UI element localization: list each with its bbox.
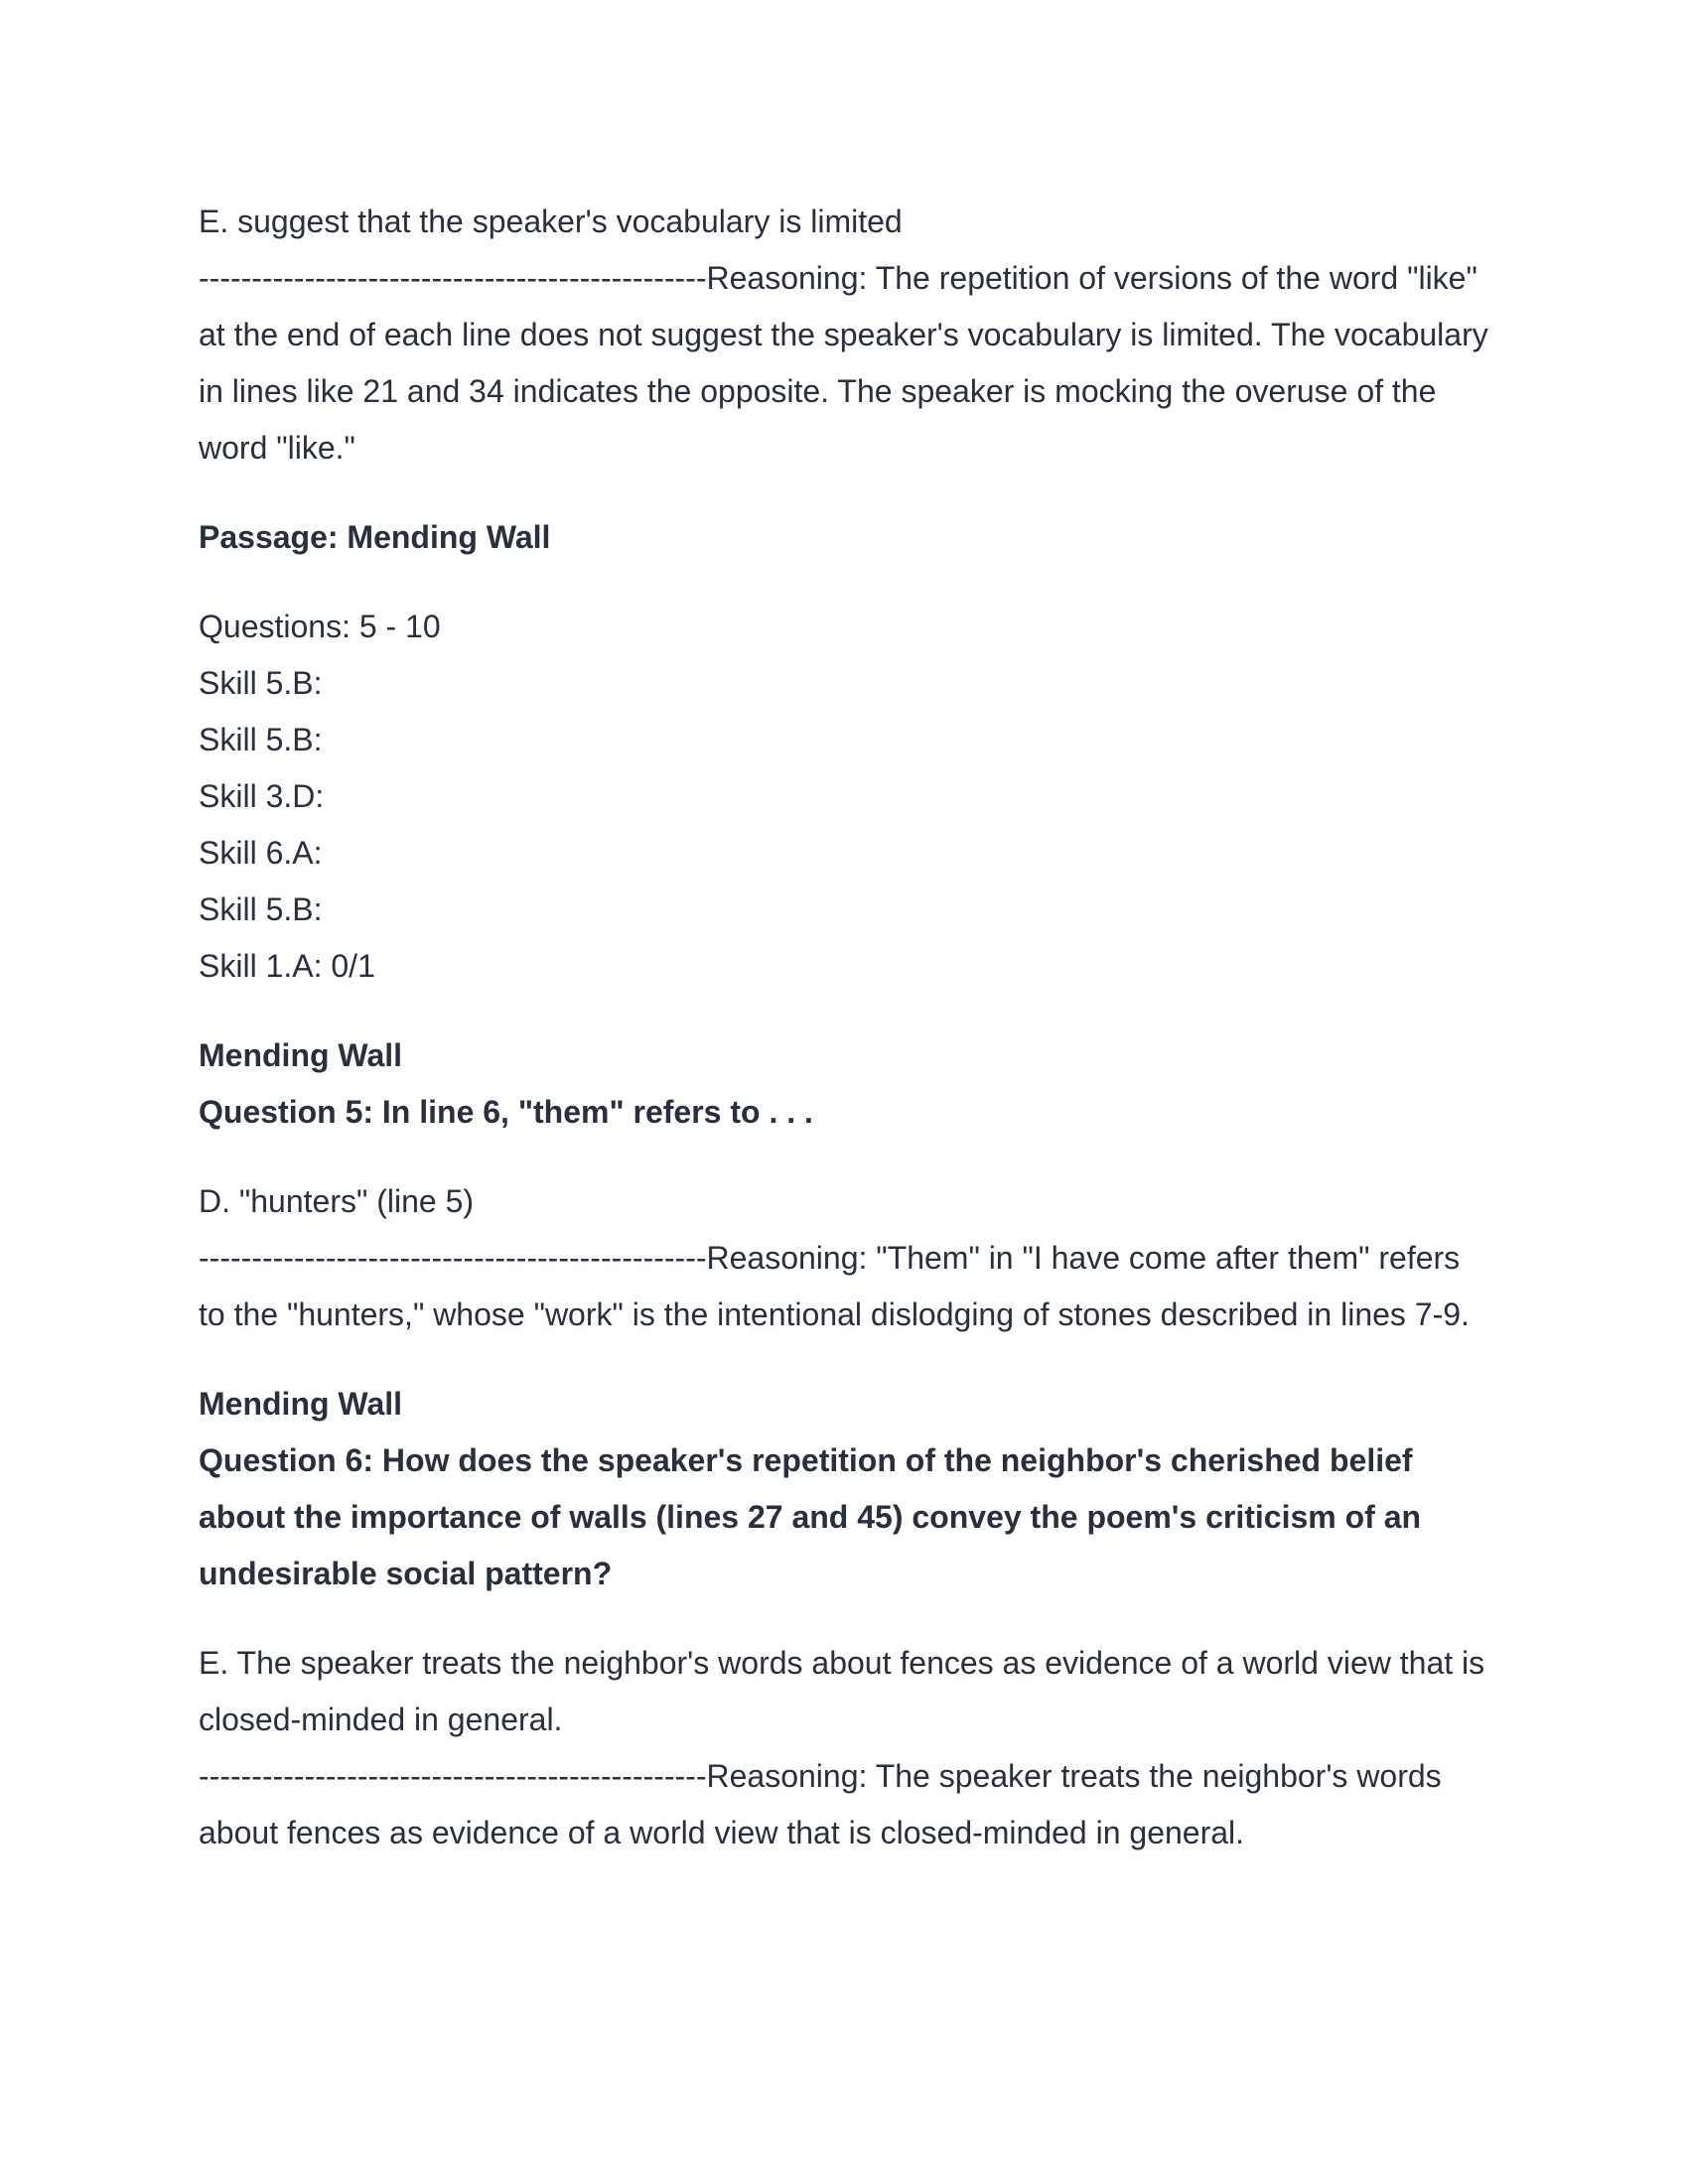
skill-item: Skill 3.D:	[199, 778, 325, 814]
skill-item: Skill 5.B:	[199, 891, 323, 927]
question-passage-name: Mending Wall	[199, 1037, 403, 1073]
questions-range: Questions: 5 - 10	[199, 609, 441, 644]
reasoning-text: Reasoning: "Them" in "I have come after them" refers to the "hunters," whose "work" is the intentional dislodging of stones described in lines 7-9.	[199, 1240, 1470, 1332]
skill-item: Skill 1.A: 0/1	[199, 948, 375, 984]
divider-dashes: ------------------------------------------------	[199, 260, 707, 296]
question-5-reasoning	[199, 1230, 1489, 1343]
question-5-text: Question 5: In line 6, "them" refers to . . .	[199, 1094, 813, 1130]
skill-item: Skill 5.B:	[199, 722, 323, 757]
reasoning-paragraph	[199, 250, 1489, 477]
skill-item: Skill 6.A:	[199, 835, 323, 871]
question-6-text: Question 6: How does the speaker's repetition of the neighbor's cherished belief about the importance of walls (lines 27 and 45) convey the poem's criticism of an undesirable social pattern?	[199, 1442, 1422, 1591]
question-passage-name: Mending Wall	[199, 1386, 403, 1422]
reasoning-text: Reasoning: The speaker treats the neighbor's words about fences as evidence of a world view that is closed-minded in general.	[199, 1758, 1442, 1850]
question-5-answer: D. "hunters" (line 5)	[199, 1183, 475, 1219]
document-page	[199, 194, 1489, 1861]
divider-dashes: ------------------------------------------------	[199, 1758, 707, 1794]
skill-item: Skill 5.B:	[199, 665, 323, 701]
divider-dashes: ------------------------------------------------	[199, 1240, 707, 1276]
passage-title: Passage: Mending Wall	[199, 519, 551, 555]
reasoning-text: Reasoning: The repetition of versions of the word "like" at the end of each line does not suggest the speaker's vocabulary is limited. The vocabulary in lines like 21 and 34 indicates the opposite. The speaker is mocking the overuse of the word "like."	[199, 260, 1488, 466]
question-6-answer: E. The speaker treats the neighbor's words about fences as evidence of a world view that is closed-minded in general.	[199, 1645, 1485, 1737]
question-6-reasoning	[199, 1748, 1489, 1861]
answer-choice-e: E. suggest that the speaker's vocabulary is limited	[199, 204, 903, 239]
